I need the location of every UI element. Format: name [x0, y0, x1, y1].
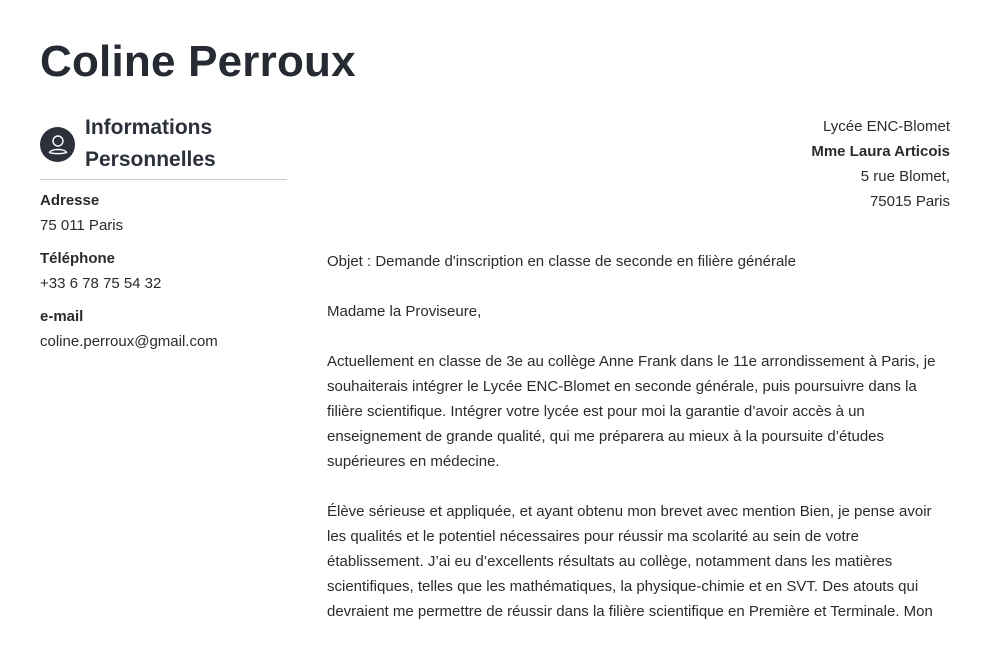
personal-info-header [40, 112, 287, 176]
recipient-school: Lycée ENC-Blomet [823, 118, 950, 135]
section-title-line1: Informations [85, 116, 213, 139]
email-field [40, 304, 287, 354]
section-title [85, 112, 216, 176]
phone-field [40, 246, 287, 296]
letter-body [327, 249, 947, 649]
section-divider [40, 179, 287, 180]
field-label: e-mail [40, 308, 84, 325]
person-icon [40, 127, 75, 162]
letter-subject: Objet : Demande d'inscription en classe de seconde en filière générale [327, 253, 796, 270]
section-title-line2: Personnelles [85, 148, 216, 171]
recipient-address [811, 114, 950, 214]
recipient-name: Mme Laura Articois [811, 143, 950, 160]
letter-paragraph: Élève sérieuse et appliquée, et ayant obtenu mon brevet avec mention Bien, je pense avoir les qualités et le potentiel nécessaires pour réussir ma scolarité au sein de votre établissement. J’ai eu d’excellents résultats au collège, notamment dans les matières scientifiques, telles que les mathématiques, la physique-chimie et en SVT. Des atouts qui devraient me permettre de réussir dans la filière scientifique en Première et Terminale. Mon [327, 503, 933, 620]
field-value: 75 011 Paris [40, 217, 124, 234]
recipient-city: 75015 Paris [869, 193, 950, 210]
field-label: Adresse [40, 192, 100, 209]
recipient-street: 5 rue Blomet, [860, 168, 950, 185]
field-value: coline.perroux@gmail.com [40, 333, 218, 350]
field-label: Téléphone [40, 250, 116, 267]
personal-info-sidebar [40, 112, 287, 354]
letter-paragraph: Actuellement en classe de 3e au collège Anne Frank dans le 11e arrondissement à Paris, je souhaiterais intégrer le Lycée ENC-Blomet en seconde générale, puis poursuivre dans la filière scientifique. Intégrer votre lycée est pour moi la garantie d’avoir accès à un enseignement de grande qualité, qui me préparera au mieux à la poursuite d’études supérieures en médecine. [327, 353, 936, 470]
field-value: +33 6 78 75 54 32 [40, 275, 162, 292]
letter-salutation: Madame la Proviseure, [327, 303, 482, 320]
candidate-name: Coline Perroux [40, 37, 356, 86]
address-field [40, 188, 287, 238]
